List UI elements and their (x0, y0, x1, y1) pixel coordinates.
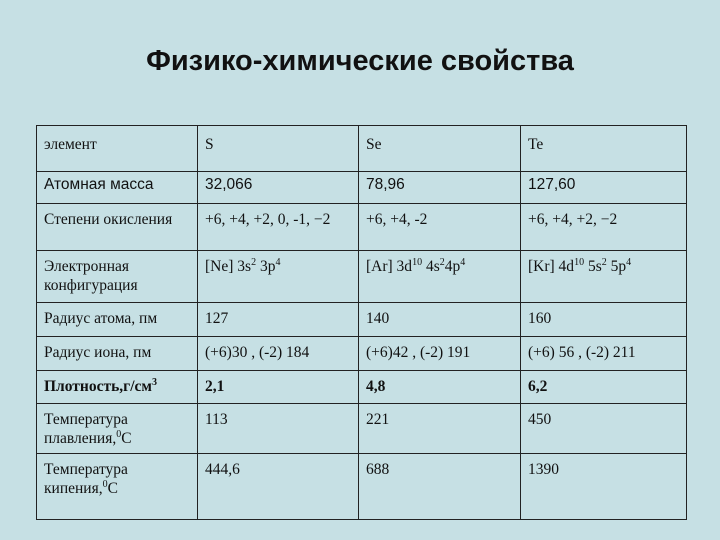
table-cell: (+6) 56 , (-2) 211 (521, 337, 687, 371)
table-row (37, 251, 687, 303)
config-part: 5p (606, 258, 627, 275)
config-part: [Ar] 3d (366, 258, 413, 275)
config-superscript: 10 (412, 257, 423, 268)
row-label-text: Плотность,г/см (44, 378, 152, 395)
table-cell: +6, +4, +2, −2 (521, 204, 687, 251)
row-label-tail: С (107, 480, 118, 497)
header-cell-s: S (198, 126, 359, 172)
row-label: Радиус атома, пм (37, 303, 198, 337)
table-cell: +6, +4, -2 (359, 204, 521, 251)
table-cell: 160 (521, 303, 687, 337)
table-row (37, 204, 687, 251)
row-label: Электронная конфигурация (37, 251, 198, 303)
row-label: Атомная масса (37, 172, 198, 204)
table-cell: 113 (198, 404, 359, 454)
table-cell: 32,066 (198, 172, 359, 204)
table-cell (198, 251, 359, 303)
table-row (37, 454, 687, 520)
table-cell: 450 (521, 404, 687, 454)
table-header-row (37, 126, 687, 172)
properties-table (36, 125, 687, 520)
config-part: 5s (584, 258, 602, 275)
table-cell: 4,8 (359, 371, 521, 404)
table-cell: 444,6 (198, 454, 359, 520)
config-part: 4p (444, 258, 461, 275)
table-cell (521, 251, 687, 303)
label-superscript: 0 (116, 429, 122, 440)
table-cell: 688 (359, 454, 521, 520)
config-superscript: 10 (574, 257, 585, 268)
label-superscript: 0 (102, 479, 108, 490)
config-superscript: 4 (460, 257, 466, 268)
table-row (37, 404, 687, 454)
config-part: [Kr] 4d (528, 258, 575, 275)
table-cell (359, 251, 521, 303)
row-label-text: Температура кипения, (44, 461, 128, 497)
table-cell: 140 (359, 303, 521, 337)
table-cell: 78,96 (359, 172, 521, 204)
table-row (37, 172, 687, 204)
row-label: Степени окисления (37, 204, 198, 251)
row-label (37, 454, 198, 520)
row-label: Радиус иона, пм (37, 337, 198, 371)
table-cell: 127 (198, 303, 359, 337)
table-cell: 221 (359, 404, 521, 454)
config-superscript: 2 (251, 257, 257, 268)
table-cell: (+6)42 , (-2) 191 (359, 337, 521, 371)
config-part: [Ne] 3s (205, 258, 252, 275)
label-superscript: 3 (151, 377, 157, 388)
table-cell: 127,60 (521, 172, 687, 204)
config-superscript: 4 (275, 257, 281, 268)
slide-title: Физико-химические свойства (146, 45, 574, 77)
table-cell: 6,2 (521, 371, 687, 404)
table-cell: +6, +4, +2, 0, -1, −2 (198, 204, 359, 251)
config-part: 4s (422, 258, 440, 275)
table-row (37, 371, 687, 404)
table-row (37, 337, 687, 371)
row-label (37, 404, 198, 454)
table-cell: 1390 (521, 454, 687, 520)
config-superscript: 2 (439, 257, 445, 268)
row-label-tail: С (121, 430, 132, 447)
config-superscript: 4 (626, 257, 632, 268)
header-cell-element: элемент (37, 126, 198, 172)
config-part: 3p (256, 258, 276, 275)
table-cell: 2,1 (198, 371, 359, 404)
row-label (37, 371, 198, 404)
header-cell-te: Te (521, 126, 687, 172)
config-superscript: 2 (601, 257, 607, 268)
header-cell-se: Se (359, 126, 521, 172)
table-cell: (+6)30 , (-2) 184 (198, 337, 359, 371)
row-label-text: Температура плавления, (44, 411, 128, 447)
table-row (37, 303, 687, 337)
